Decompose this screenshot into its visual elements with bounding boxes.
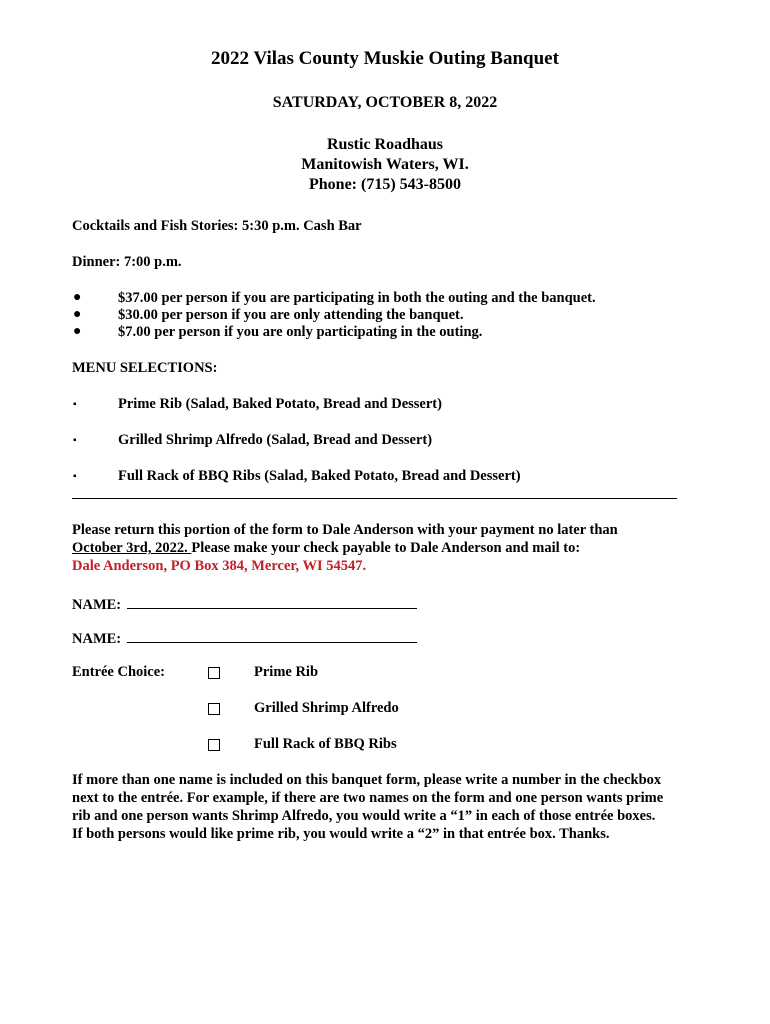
bullet-icon: ● [73, 324, 82, 339]
instruction-line: If more than one name is included on this banquet form, please write a number in the checkbox [72, 772, 662, 788]
section-divider [72, 498, 677, 499]
bullet-icon: ● [73, 290, 82, 305]
price-banquet: $30.00 per person if you are only attending the banquet. [118, 307, 464, 323]
venue-name: Rustic Roadhaus [326, 136, 444, 153]
name-field-1 [72, 594, 417, 614]
bullet-icon: ● [73, 307, 82, 322]
payment-instructions: Please make your check payable to Dale Anderson and mail to: [191, 540, 581, 556]
checkbox-bbq-ribs[interactable] [208, 739, 220, 751]
choice-shrimp-alfredo: Grilled Shrimp Alfredo [254, 700, 399, 716]
name-field-2 [72, 628, 417, 648]
square-bullet-icon: ▪ [73, 399, 77, 410]
choice-prime-rib: Prime Rib [254, 664, 319, 680]
deadline-line [72, 540, 580, 557]
name-input-1[interactable] [127, 594, 417, 609]
entree-label: Entrée Choice: [72, 664, 166, 680]
choice-bbq-ribs: Full Rack of BBQ Ribs [254, 736, 397, 752]
checkbox-shrimp-alfredo[interactable] [208, 703, 220, 715]
checkbox-prime-rib[interactable] [208, 667, 220, 679]
instruction-line: rib and one person wants Shrimp Alfredo, you would write a “1” in each of those entrée boxes. [72, 808, 656, 824]
instruction-line: If both persons would like prime rib, you would write a “2” in that entrée box. Thanks. [72, 826, 610, 842]
cocktails-info: Cocktails and Fish Stories: 5:30 p.m. Cash Bar [72, 218, 362, 234]
document-title: 2022 Vilas County Muskie Outing Banquet [211, 48, 559, 69]
event-date: SATURDAY, OCTOBER 8, 2022 [272, 94, 498, 111]
square-bullet-icon: ▪ [73, 471, 77, 482]
return-instructions: Please return this portion of the form to Dale Anderson with your payment no later than [72, 522, 618, 538]
name-input-2[interactable] [127, 628, 417, 643]
instruction-line: next to the entrée. For example, if there are two names on the form and one person wants prime [72, 790, 664, 806]
dinner-info: Dinner: 7:00 p.m. [72, 254, 182, 270]
venue-location: Manitowish Waters, WI. [301, 156, 469, 173]
square-bullet-icon: ▪ [73, 435, 77, 446]
menu-heading: MENU SELECTIONS: [72, 360, 218, 376]
mailing-address: Dale Anderson, PO Box 384, Mercer, WI 54547. [72, 558, 367, 574]
menu-item-bbq-ribs: Full Rack of BBQ Ribs (Salad, Baked Potato, Bread and Dessert) [118, 468, 521, 484]
menu-item-prime-rib: Prime Rib (Salad, Baked Potato, Bread and Dessert) [118, 396, 442, 412]
price-both: $37.00 per person if you are participating in both the outing and the banquet. [118, 290, 596, 306]
menu-item-shrimp-alfredo: Grilled Shrimp Alfredo (Salad, Bread and Dessert) [118, 432, 433, 448]
name-label: NAME: [72, 597, 122, 613]
deadline-date: October 3rd, 2022. [72, 540, 192, 556]
venue-phone: Phone: (715) 543-8500 [309, 176, 461, 193]
price-outing: $7.00 per person if you are only participating in the outing. [118, 324, 483, 340]
name-label: NAME: [72, 631, 122, 647]
